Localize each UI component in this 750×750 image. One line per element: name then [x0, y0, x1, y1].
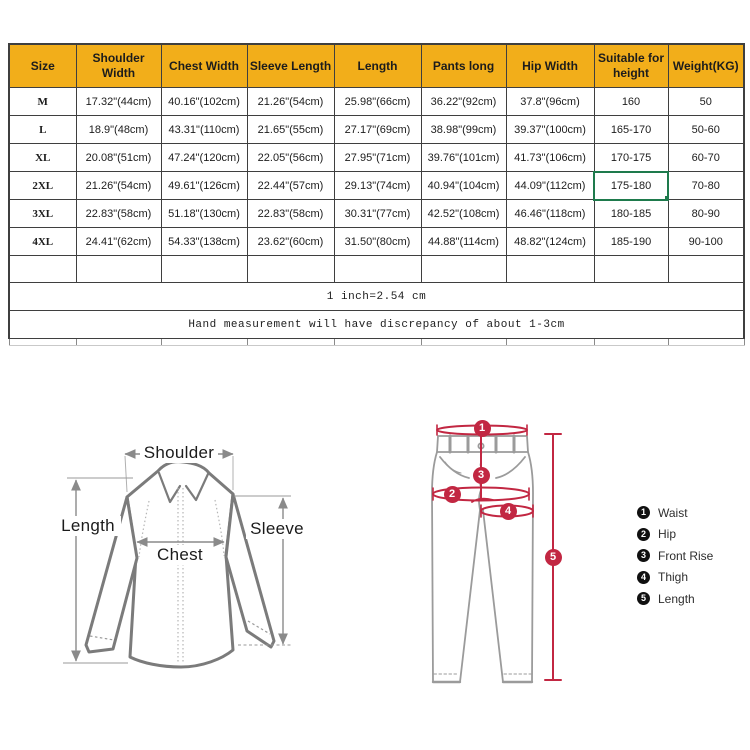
table-cell: 70-80	[668, 172, 744, 200]
table-row-3xl	[9, 200, 744, 228]
empty-row	[9, 256, 744, 283]
header-cell-suitable-height: Suitable for height	[594, 44, 668, 88]
table-cell: 185-190	[594, 228, 668, 256]
table-cell	[9, 256, 76, 283]
legend-number-icon: 1	[637, 506, 650, 519]
table-cell: 29.13"(74cm)	[334, 172, 421, 200]
table-cell: 3XL	[9, 200, 76, 228]
table-cell: 42.52"(108cm)	[421, 200, 506, 228]
table-cell: 46.46"(118cm)	[506, 200, 594, 228]
table-cell: 160	[594, 88, 668, 116]
selected-cell: 175-180	[594, 172, 668, 200]
table-cell: L	[9, 116, 76, 144]
table-cell: 18.9"(48cm)	[76, 116, 161, 144]
table-cell: 165-170	[594, 116, 668, 144]
legend-item-front-rise	[637, 549, 713, 562]
table-row-xl	[9, 144, 744, 172]
table-cell: 22.05"(56cm)	[247, 144, 334, 172]
table-cell: 80-90	[668, 200, 744, 228]
table-cell: 39.76"(101cm)	[421, 144, 506, 172]
pants-legend	[637, 506, 713, 614]
table-cell: 21.26"(54cm)	[247, 88, 334, 116]
table-cell: 41.73"(106cm)	[506, 144, 594, 172]
table-cell: 22.83"(58cm)	[76, 200, 161, 228]
legend-number-icon: 4	[637, 571, 650, 584]
table-cell: 44.09"(112cm)	[506, 172, 594, 200]
header-cell-weight: Weight(KG)	[668, 44, 744, 88]
table-cell	[506, 256, 594, 283]
table-cell	[334, 256, 421, 283]
table-cell: 47.24"(120cm)	[161, 144, 247, 172]
legend-item-thigh	[637, 571, 713, 584]
table-row-4xl	[9, 228, 744, 256]
table-cell: 27.17"(69cm)	[334, 116, 421, 144]
table-cell: 39.37"(100cm)	[506, 116, 594, 144]
table-cell: XL	[9, 144, 76, 172]
table-cell: 54.33"(138cm)	[161, 228, 247, 256]
table-cell: 60-70	[668, 144, 744, 172]
table-cell: 49.61"(126cm)	[161, 172, 247, 200]
legend-label: Thigh	[658, 570, 689, 584]
shoulder-label: Shoulder	[140, 443, 218, 463]
header-cell-pants-long: Pants long	[421, 44, 506, 88]
note-row-hand	[9, 311, 744, 339]
inch-conversion-note: 1 inch=2.54 cm	[9, 283, 744, 311]
header-cell-hip-width: Hip Width	[506, 44, 594, 88]
table-cell: 44.88"(114cm)	[421, 228, 506, 256]
measurement-discrepancy-note: Hand measurement will have discrepancy of about 1-3cm	[9, 311, 744, 339]
legend-number-icon: 3	[637, 549, 650, 562]
legend-number-icon: 5	[637, 592, 650, 605]
table-cell: 36.22"(92cm)	[421, 88, 506, 116]
header-cell-sleeve-length: Sleeve Length	[247, 44, 334, 88]
sleeve-label: Sleeve	[246, 519, 308, 539]
note-row-inch	[9, 283, 744, 311]
legend-label: Waist	[658, 505, 688, 520]
table-cell: 22.83"(58cm)	[247, 200, 334, 228]
legend-label: Front Rise	[658, 548, 714, 563]
table-cell	[668, 256, 744, 283]
legend-label: Hip	[658, 527, 677, 541]
table-cell: 48.82"(124cm)	[506, 228, 594, 256]
header-cell-chest-width: Chest Width	[161, 44, 247, 88]
table-cell: 21.26"(54cm)	[76, 172, 161, 200]
table-cell: 51.18"(130cm)	[161, 200, 247, 228]
legend-item-length	[637, 592, 713, 605]
table-cell: 4XL	[9, 228, 76, 256]
header-cell-shoulder-width: Shoulder Width	[76, 44, 161, 88]
pants-measure-marks	[433, 425, 561, 680]
legend-item-waist	[637, 506, 713, 519]
table-cell: 27.95"(71cm)	[334, 144, 421, 172]
table-cell: 43.31"(110cm)	[161, 116, 247, 144]
table-cell	[76, 256, 161, 283]
table-cell: 21.65"(55cm)	[247, 116, 334, 144]
table-cell: 30.31"(77cm)	[334, 200, 421, 228]
table-row-l	[9, 116, 744, 144]
table-cell: 17.32"(44cm)	[76, 88, 161, 116]
header-cell-size: Size	[9, 44, 76, 88]
table-cell: 23.62"(60cm)	[247, 228, 334, 256]
header-cell-length: Length	[334, 44, 421, 88]
length-label: Length	[55, 516, 121, 536]
table-row-m	[9, 88, 744, 116]
table-cell: 170-175	[594, 144, 668, 172]
length-marker: 5	[545, 549, 562, 566]
table-cell: 180-185	[594, 200, 668, 228]
table-cell	[247, 256, 334, 283]
table-cell: M	[9, 88, 76, 116]
cropped-row	[9, 339, 744, 346]
table-cell	[594, 256, 668, 283]
table-cell: 40.16"(102cm)	[161, 88, 247, 116]
table-cell: 90-100	[668, 228, 744, 256]
measurement-diagram	[0, 400, 750, 750]
thigh-marker: 4	[500, 503, 517, 520]
table-cell: 50	[668, 88, 744, 116]
legend-item-hip	[637, 528, 713, 541]
table-cell: 50-60	[668, 116, 744, 144]
waist-marker: 1	[474, 420, 491, 437]
table-cell: 20.08"(51cm)	[76, 144, 161, 172]
table-cell: 22.44"(57cm)	[247, 172, 334, 200]
front-rise-marker: 3	[473, 467, 490, 484]
header-row	[9, 44, 744, 88]
table-cell: 40.94"(104cm)	[421, 172, 506, 200]
table-cell: 37.8"(96cm)	[506, 88, 594, 116]
table-cell: 2XL	[9, 172, 76, 200]
legend-number-icon: 2	[637, 528, 650, 541]
legend-label: Length	[658, 591, 695, 606]
hip-marker: 2	[444, 486, 461, 503]
size-chart-table	[8, 43, 745, 346]
table-cell: 24.41"(62cm)	[76, 228, 161, 256]
table-cell: 38.98"(99cm)	[421, 116, 506, 144]
table-cell: 25.98"(66cm)	[334, 88, 421, 116]
table-cell	[421, 256, 506, 283]
table-cell: 31.50"(80cm)	[334, 228, 421, 256]
table-row-2xl	[9, 172, 744, 200]
chest-label: Chest	[148, 545, 212, 565]
table-cell	[161, 256, 247, 283]
